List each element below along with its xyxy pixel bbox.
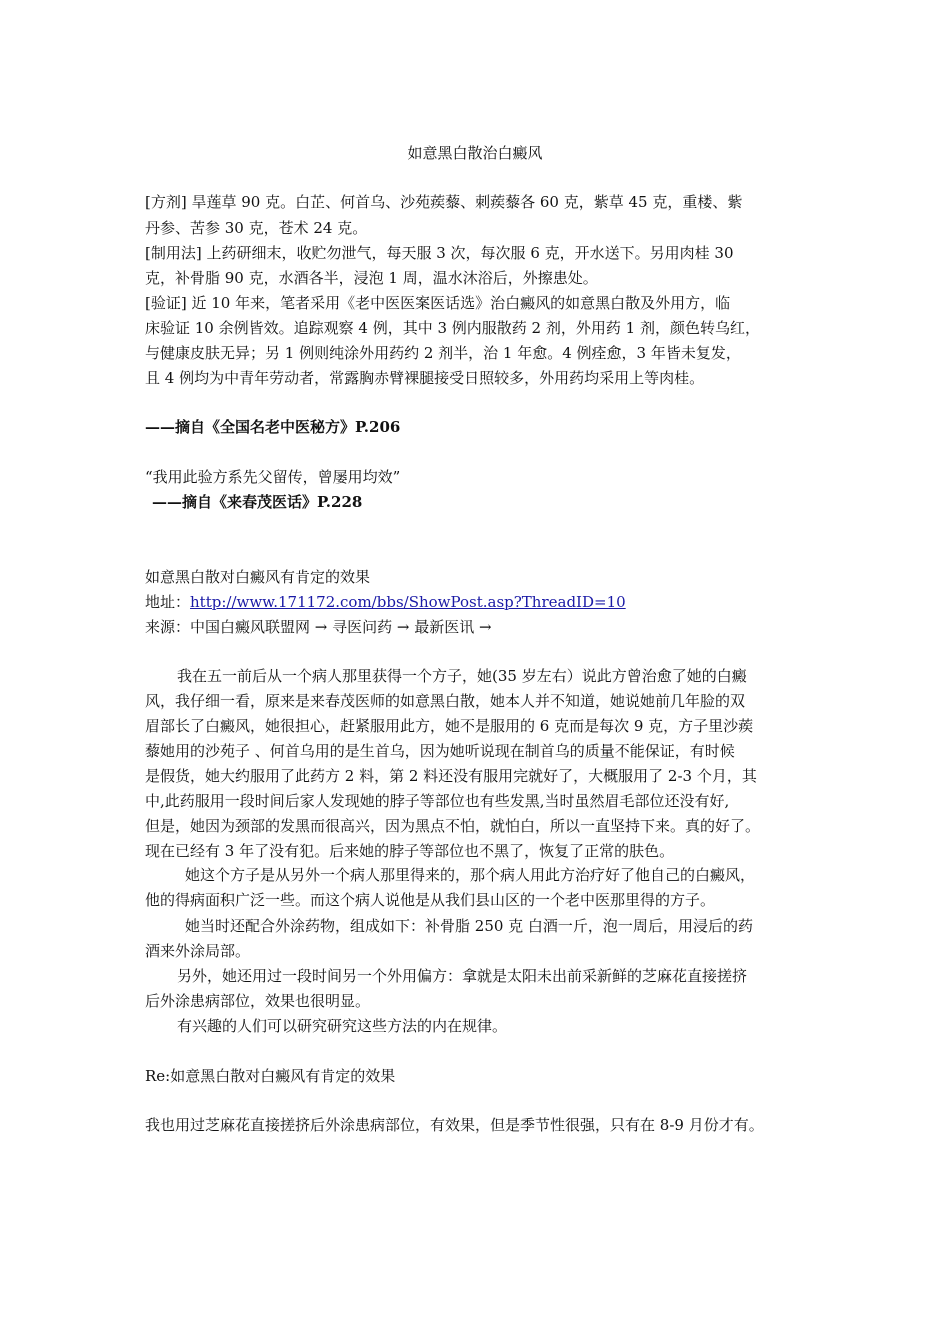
reply-title: Re:如意黑白散对白癜风有肯定的效果 <box>145 1067 396 1085</box>
story-line-7: 但是，她因为颈部的发黑而很高兴，因为黑点不怕，就怕白，所以一直坚持下来。真的好了。 <box>145 817 761 835</box>
address-link[interactable]: http://www.171172.com/bbs/ShowPost.asp?ThreadID=10 <box>190 593 626 611</box>
fangji-line-1: [方剂] 旱莲草 90 克。白芷、何首乌、沙苑蒺藜、刺蒺藜各 60 克，紫草 45 克，重楼、紫 <box>145 193 743 211</box>
para2-line-2: 他的得病面积广泛一些。而这个病人说他是从我们县山区的一个老中医那里得的方子。 <box>145 891 716 909</box>
source-citation-1: ——摘自《全国名老中医秘方》P.206 <box>145 418 401 436</box>
fangji-line-2: 丹参、苦参 30 克，苍术 24 克。 <box>145 219 368 237</box>
source-citation-2: ——摘自《来春茂医话》P.228 <box>152 493 363 511</box>
para4-line-2: 后外涂患病部位，效果也很明显。 <box>145 992 371 1010</box>
story-line-4: 藜她用的沙苑子 、何首乌用的是生首乌，因为她听说现在制首乌的质量不能保证，有时候 <box>145 742 735 760</box>
post-title: 如意黑白散对白癜风有肯定的效果 <box>145 568 371 586</box>
yanzheng-line-4: 且 4 例均为中青年劳动者，常露胸赤臂裸腿接受日照较多，外用药均采用上等肉桂。 <box>145 369 705 387</box>
story-line-1: 我在五一前后从一个病人那里获得一个方子，她(35 岁左右）说此方曾治愈了她的白癜 <box>177 667 747 685</box>
story-line-3: 眉部长了白癜风，她很担心，赶紧服用此方，她不是服用的 6 克而是每次 9 克，方子里沙蒺 <box>145 717 754 735</box>
address-label: 地址： <box>145 593 191 611</box>
address-line <box>145 589 815 615</box>
zhiyong-line-1: [制用法] 上药研细末，收贮勿泄气，每天服 3 次，每次服 6 克，开水送下。另用肉桂 30 <box>145 244 734 262</box>
para2-line-1: 她这个方子是从另外一个病人那里得来的，那个病人用此方治疗好了他自己的白癜风， <box>185 866 756 884</box>
document-title: 如意黑白散治白癜风 <box>407 144 543 162</box>
yanzheng-line-3: 与健康皮肤无异；另 1 例则纯涂外用药约 2 剂半，治 1 年愈。4 例痊愈，3 年皆未复发， <box>145 344 741 362</box>
yanzheng-line-1: [验证] 近 10 年来，笔者采用《老中医医案医话选》治白癜风的如意黑白散及外用方，临 <box>145 294 731 312</box>
quote-text: “我用此验方系先父留传，曾屡用均效” <box>145 468 401 486</box>
origin-line: 来源：中国白癜风联盟网 → 寻医问药 → 最新医讯 → <box>145 618 492 636</box>
yanzheng-line-2: 床验证 10 余例皆效。追踪观察 4 例，其中 3 例内服散药 2 剂，外用药 1 剂，颜色转乌红， <box>145 319 760 337</box>
story-line-2: 风，我仔细一看，原来是来春茂医师的如意黑白散，她本人并不知道，她说她前几年脸的双 <box>145 692 746 710</box>
zhiyong-line-2: 克，补骨脂 90 克，水酒各半，浸泡 1 周，温水沐浴后，外擦患处。 <box>145 269 598 287</box>
story-line-5: 是假货，她大约服用了此药方 2 料，第 2 料还没有服用完就好了，大概服用了 2-3 个月，其 <box>145 767 757 785</box>
story-line-8: 现在已经有 3 年了没有犯。后来她的脖子等部位也不黑了，恢复了正常的肤色。 <box>145 842 675 860</box>
para3-line-2: 酒来外涂局部。 <box>145 942 251 960</box>
story-line-6: 中,此药服用一段时间后家人发现她的脖子等部位也有些发黑,当时虽然眉毛部位还没有好, <box>145 792 730 810</box>
para3-line-1: 她当时还配合外涂药物，组成如下：补骨脂 250 克 白酒一斤，泡一周后，用浸后的药 <box>185 917 753 935</box>
para4-line-1: 另外，她还用过一段时间另一个外用偏方：拿就是太阳未出前采新鲜的芝麻花直接搓挤 <box>177 967 748 985</box>
reply-body: 我也用过芝麻花直接搓挤后外涂患病部位，有效果，但是季节性很强，只有在 8-9 月份才有。 <box>145 1116 764 1134</box>
para5-line: 有兴趣的人们可以研究研究这些方法的内在规律。 <box>177 1017 508 1035</box>
